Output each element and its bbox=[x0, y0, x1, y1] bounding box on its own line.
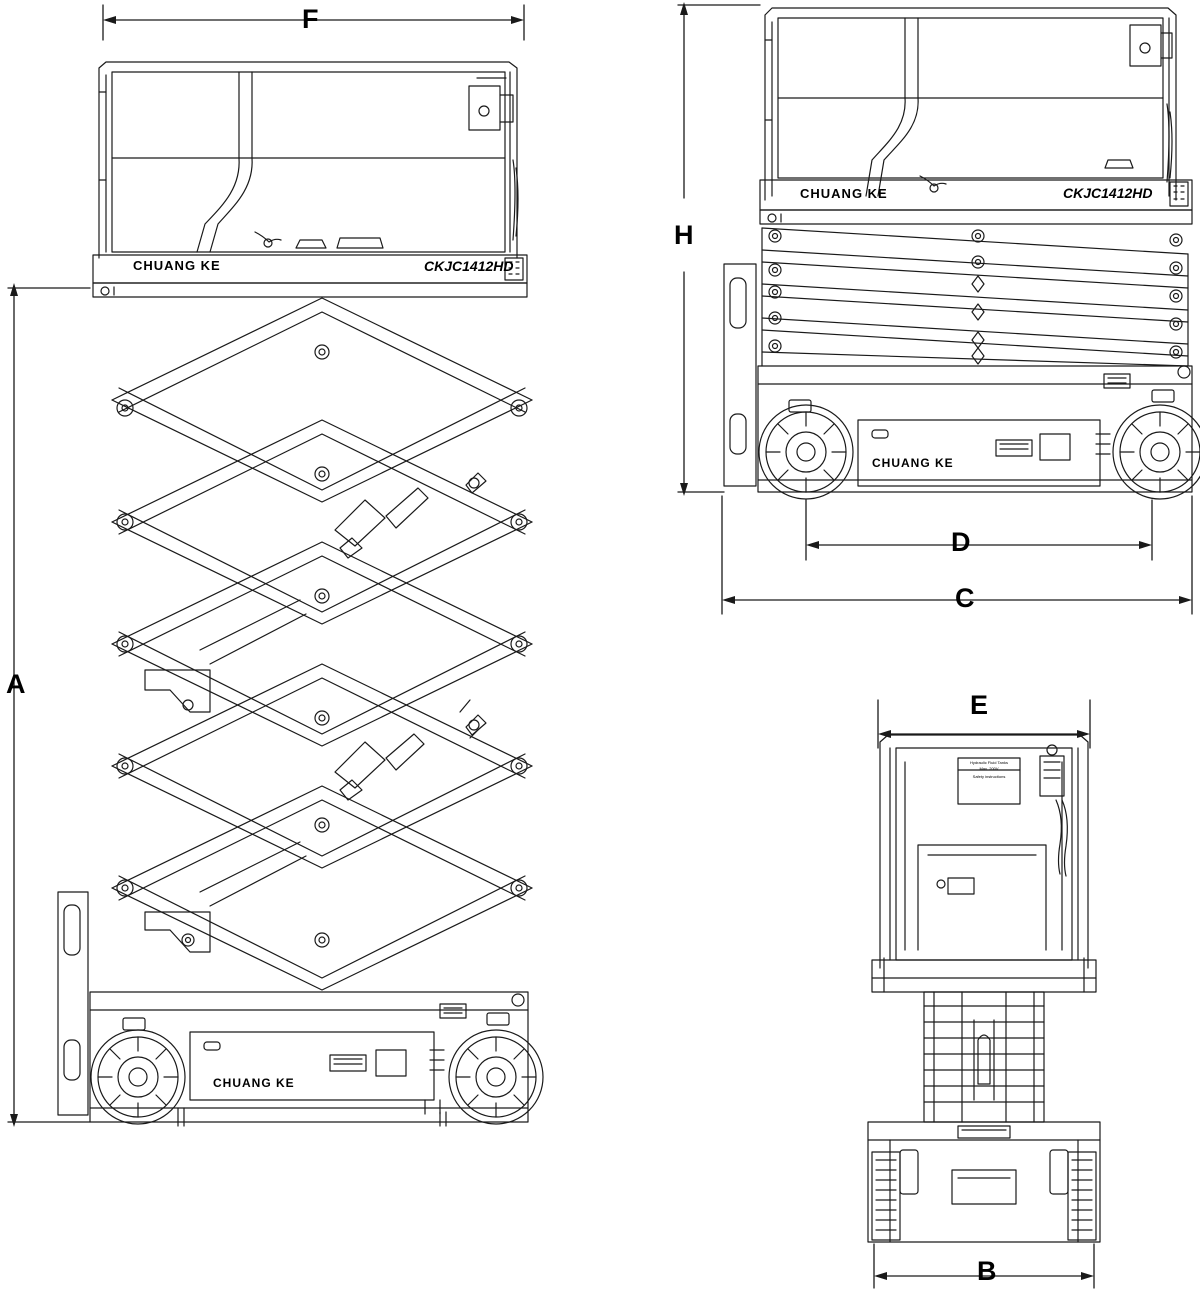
dimension-label-f: F bbox=[302, 4, 319, 34]
chassis-right bbox=[724, 264, 1200, 499]
brand-label-platform-right: CHUANG KE bbox=[800, 186, 888, 201]
decal-line-1: Hydraulic Fluid Tanks bbox=[970, 760, 1008, 765]
dimension-label-d: D bbox=[951, 527, 971, 557]
scissor-stack-left bbox=[112, 298, 532, 990]
dimension-label-c: C bbox=[955, 583, 975, 613]
decal-line-3: Safety instructions bbox=[972, 774, 1006, 779]
model-label-platform-left: CKJC1412HD bbox=[424, 258, 514, 274]
platform-railing-left bbox=[99, 62, 518, 258]
model-label-platform-right: CKJC1412HD bbox=[1063, 185, 1153, 201]
dimension-a bbox=[8, 283, 90, 1127]
chassis-left bbox=[58, 892, 543, 1126]
dimension-d bbox=[806, 500, 1152, 560]
dimension-label-h: H bbox=[674, 220, 694, 250]
scissor-stack-right bbox=[762, 228, 1188, 366]
platform-railing-right bbox=[765, 8, 1176, 200]
brand-label-chassis-right: CHUANG KE bbox=[872, 456, 954, 470]
brand-label-chassis-left: CHUANG KE bbox=[213, 1076, 295, 1090]
front-view bbox=[868, 735, 1100, 1242]
dimension-label-e: E bbox=[970, 690, 989, 720]
dimension-label-b: B bbox=[977, 1256, 997, 1286]
dimension-label-a: A bbox=[6, 669, 26, 699]
decal-line-2: Max. 200V bbox=[979, 766, 999, 771]
brand-label-platform-left: CHUANG KE bbox=[133, 258, 221, 273]
